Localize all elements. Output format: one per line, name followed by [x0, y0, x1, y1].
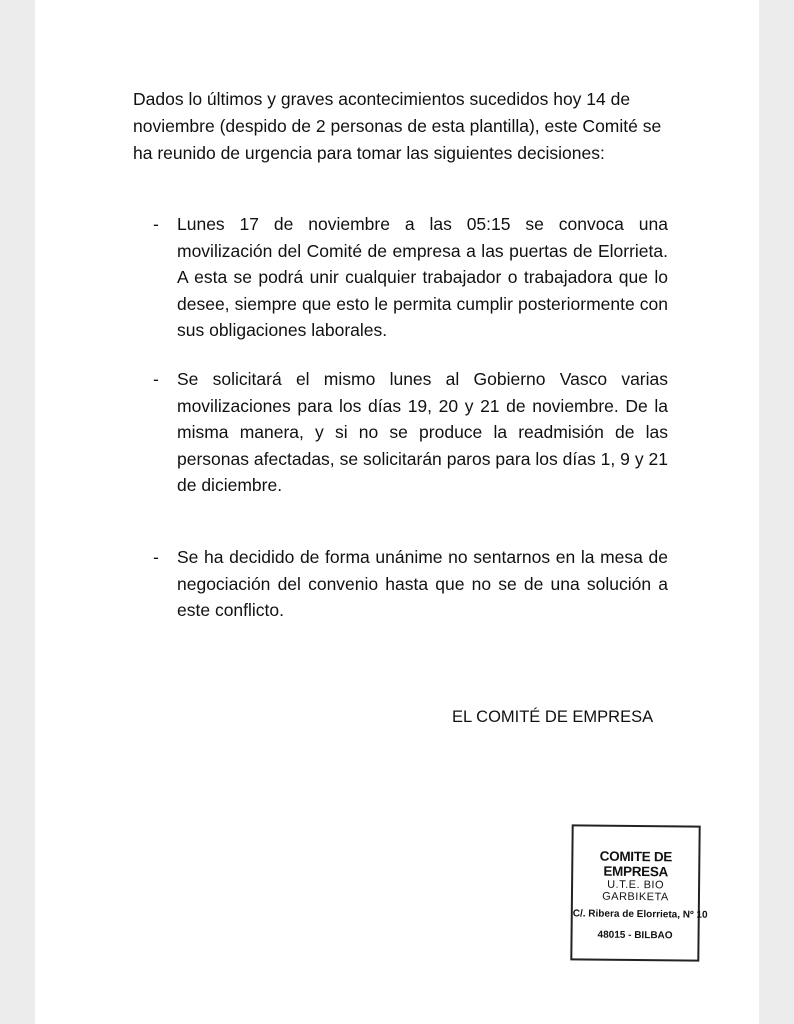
- bullet-dash: -: [153, 369, 159, 389]
- list-item: [153, 211, 668, 344]
- list-item-text: Se ha decidido de forma unánime no sentarnos en la mesa de negociación del convenio hasta que no se de una solución a este conflicto.: [177, 547, 668, 620]
- list-item: [153, 366, 668, 499]
- signature: EL COMITÉ DE EMPRESA: [452, 708, 654, 726]
- bullet-dash: -: [153, 214, 159, 234]
- list-item: [153, 544, 668, 624]
- list-item-text: Lunes 17 de noviembre a las 05:15 se convoca una movilización del Comité de empresa a las puertas de Elorrieta. A esta se podrá unir cualquier trabajador o trabajadora que lo desee, siempre que esto le permita cumplir posteriormente con sus obligaciones laborales.: [177, 214, 668, 340]
- rubber-stamp: [570, 824, 708, 961]
- document-page: [35, 0, 759, 1024]
- stamp-title: COMITE DE EMPRESA: [599, 848, 673, 880]
- stamp-city: 48015 - BILBAO: [597, 929, 673, 942]
- bullet-dash: -: [153, 547, 159, 567]
- stamp-address: C/. Ribera de Elorrieta, Nº 10: [572, 908, 708, 921]
- list-item-text: Se solicitará el mismo lunes al Gobierno Vasco varias movilizaciones para los días 19, 20 y 21 de noviembre. De la misma manera, y si no se produce la readmisión de las personas afectadas, se solicitarán paros para los días 1, 9 y 21 de diciembre.: [177, 369, 668, 495]
- stamp-org: U.T.E. BIO GARBIKETA: [602, 878, 669, 904]
- intro-paragraph: Dados lo últimos y graves acontecimientos sucedidos hoy 14 de noviembre (despido de 2 personas de esta plantilla), este Comité se ha reunido de urgencia para tomar las siguientes decisiones:: [133, 89, 662, 163]
